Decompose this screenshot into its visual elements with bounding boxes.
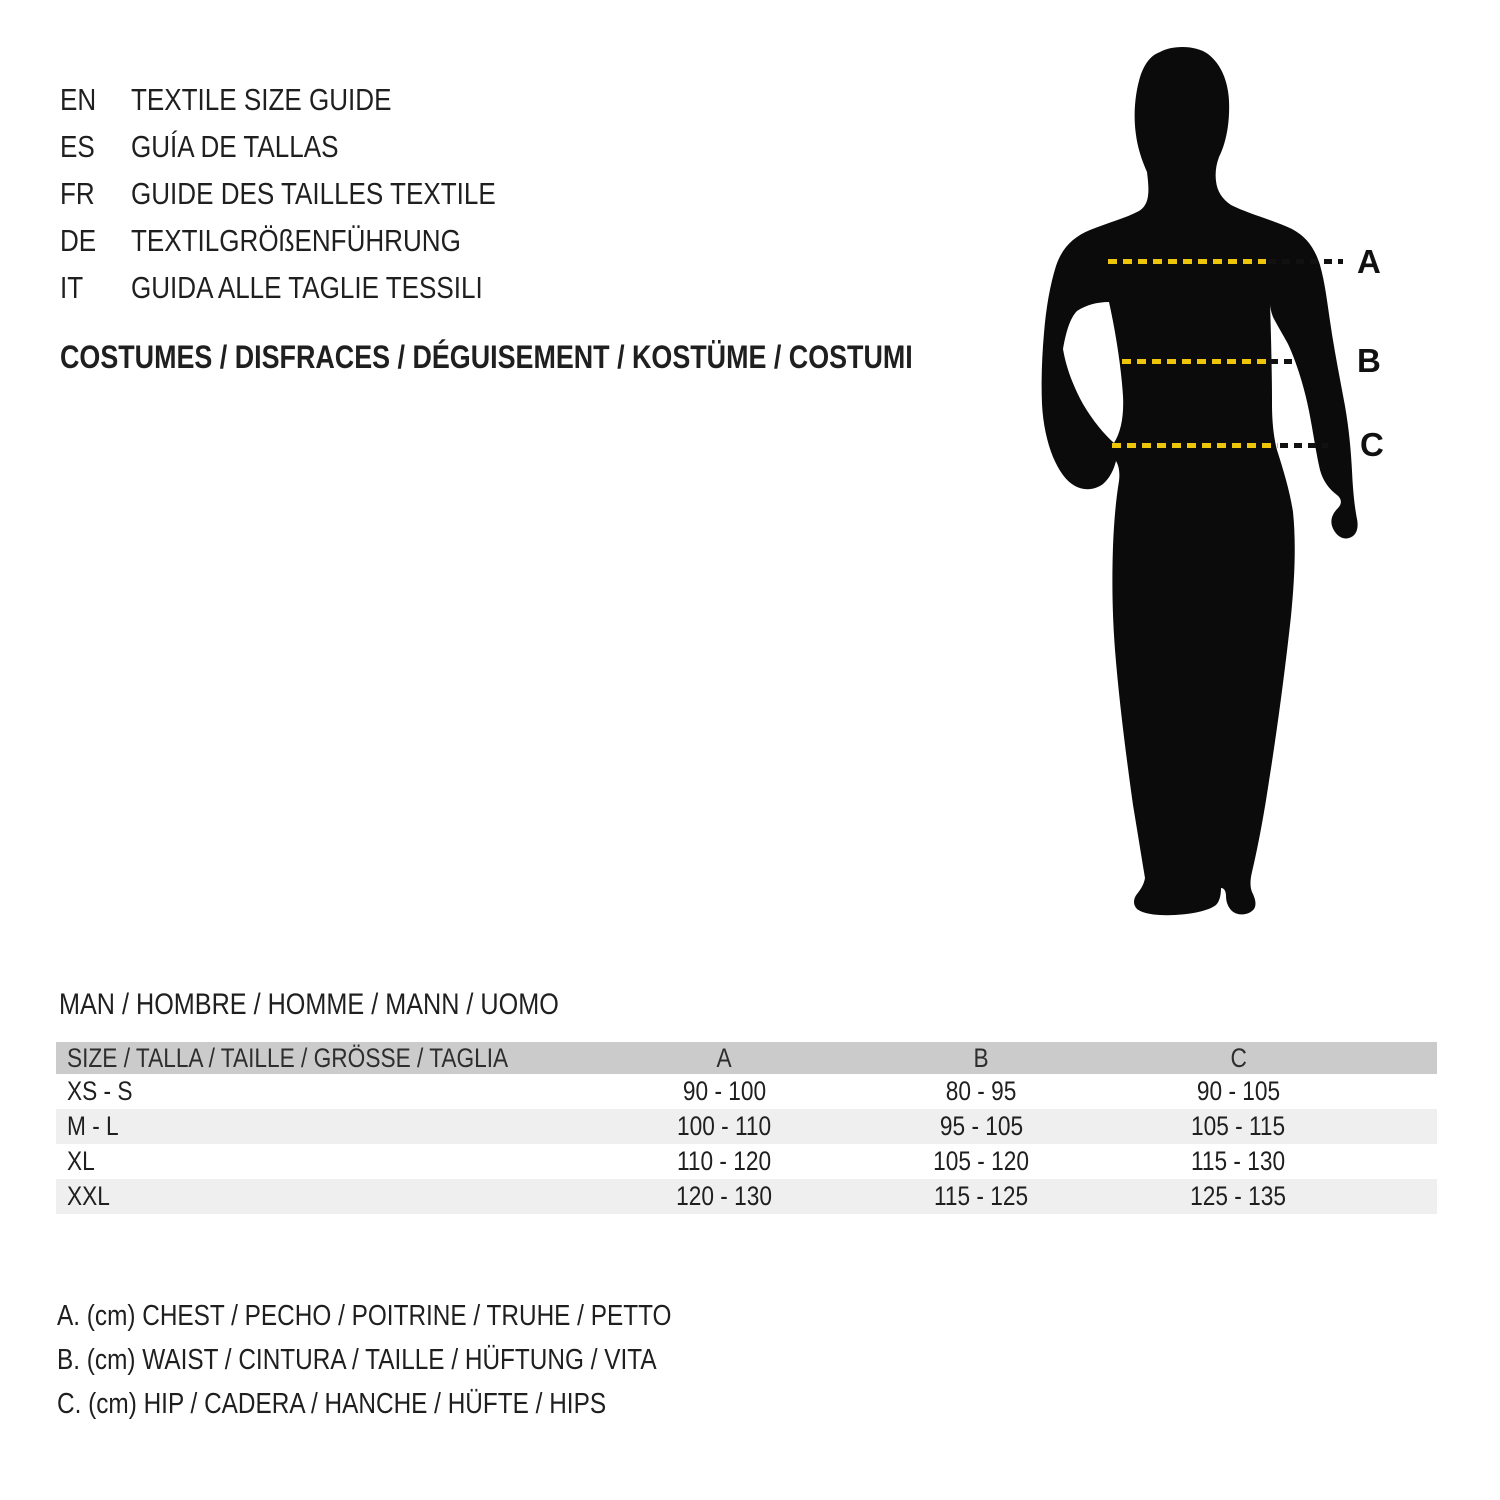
- waist-line-dash-yellow: [1122, 359, 1268, 364]
- hip-line-dash-yellow: [1112, 443, 1278, 448]
- language-title: TEXTILGRÖßENFÜHRUNG: [131, 222, 461, 258]
- language-code: ES: [60, 128, 95, 164]
- chest-line-dash-black: [1268, 259, 1343, 264]
- language-row: [60, 217, 565, 264]
- table-header-b: B: [973, 1042, 990, 1073]
- value-a-cell: 90 - 100: [682, 1076, 767, 1106]
- marker-a-label: A: [1357, 243, 1381, 280]
- language-row: [60, 170, 565, 217]
- table-row: [56, 1074, 1437, 1109]
- size-table: [56, 1042, 1437, 1214]
- table-header-c: C: [1230, 1042, 1247, 1073]
- table-header-a: A: [716, 1042, 733, 1073]
- size-cell: XS - S: [67, 1076, 133, 1106]
- marker-b-label: B: [1357, 342, 1381, 379]
- table-row: [56, 1179, 1437, 1214]
- language-title: GUIDE DES TAILLES TEXTILE: [131, 175, 496, 211]
- chest-line-dash-yellow: [1108, 259, 1266, 264]
- language-row: [60, 264, 565, 311]
- size-cell: XXL: [67, 1181, 110, 1211]
- man-silhouette-figure: [1020, 45, 1365, 920]
- value-b-cell: 105 - 120: [933, 1146, 1030, 1176]
- waist-line-dash-black: [1270, 359, 1294, 364]
- language-row: [60, 123, 565, 170]
- value-c-cell: 105 - 115: [1191, 1111, 1286, 1141]
- language-code: IT: [60, 269, 84, 305]
- language-code: EN: [60, 81, 97, 117]
- marker-c-label: C: [1360, 426, 1384, 463]
- legend-waist: B. (cm) WAIST / CINTURA / TAILLE / HÜFTUNG / VITA: [57, 1343, 657, 1376]
- size-cell: XL: [67, 1146, 95, 1176]
- value-b-cell: 115 - 125: [934, 1181, 1029, 1211]
- value-a-cell: 120 - 130: [676, 1181, 773, 1211]
- legend-chest: A. (cm) CHEST / PECHO / POITRINE / TRUHE / PETTO: [57, 1299, 672, 1332]
- language-title: GUIDA ALLE TAGLIE TESSILI: [131, 269, 483, 305]
- value-b-cell: 95 - 105: [939, 1111, 1024, 1141]
- value-c-cell: 125 - 135: [1190, 1181, 1287, 1211]
- legend-hip: C. (cm) HIP / CADERA / HANCHE / HÜFTE / HIPS: [57, 1387, 607, 1420]
- language-title: TEXTILE SIZE GUIDE: [131, 81, 392, 117]
- value-a-cell: 100 - 110: [677, 1111, 772, 1141]
- language-title-list: [60, 76, 565, 311]
- measurement-legend: [57, 1294, 789, 1426]
- value-a-cell: 110 - 120: [677, 1146, 772, 1176]
- section-heading-man: MAN / HOMBRE / HOMME / MANN / UOMO: [59, 988, 559, 1021]
- size-cell: M - L: [67, 1111, 119, 1141]
- table-header-row: [56, 1042, 1437, 1074]
- language-title: GUÍA DE TALLAS: [131, 128, 339, 164]
- language-row: [60, 76, 565, 123]
- table-header-size: SIZE / TALLA / TAILLE / GRÖSSE / TAGLIA: [67, 1042, 509, 1073]
- language-code: FR: [60, 175, 95, 211]
- hip-line-dash-black: [1280, 443, 1328, 448]
- category-title: COSTUMES / DISFRACES / DÉGUISEMENT / KOSTÜME / COSTUMI: [60, 339, 913, 375]
- value-b-cell: 80 - 95: [946, 1076, 1017, 1106]
- value-c-cell: 90 - 105: [1196, 1076, 1281, 1106]
- language-code: DE: [60, 222, 97, 258]
- table-row: [56, 1109, 1437, 1144]
- value-c-cell: 115 - 130: [1191, 1146, 1286, 1176]
- table-row: [56, 1144, 1437, 1179]
